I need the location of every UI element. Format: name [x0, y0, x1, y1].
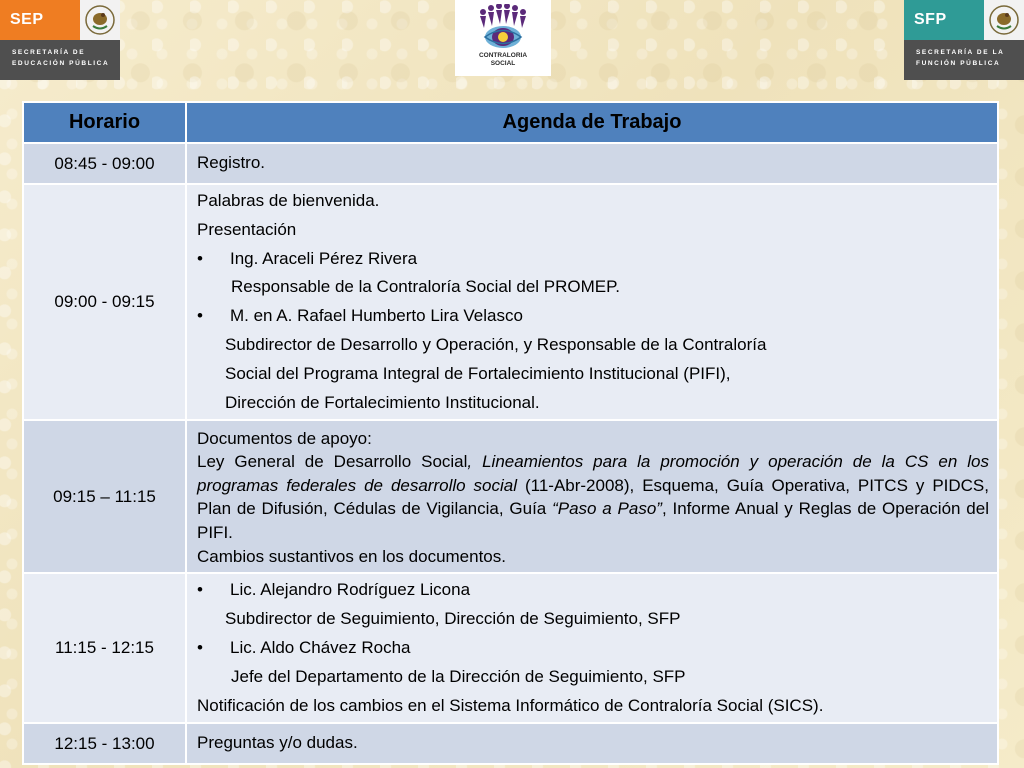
table-row: [23, 143, 998, 184]
time-slot: 12:15 - 13:00: [23, 723, 186, 764]
agenda-text: Subdirector de Desarrollo y Operación, y Responsable de la Contraloría: [225, 334, 767, 354]
contraloria-logo-line1: CONTRALORIA: [478, 52, 528, 59]
bullet-item: • M. en A. Rafael Humberto Lira Velasco: [197, 302, 989, 331]
sfp-logo: [904, 0, 1024, 80]
agenda-text: Palabras de bienvenida.: [197, 191, 380, 210]
agenda-text: Responsable de la Contraloría Social del PROMEP.: [231, 277, 621, 297]
agenda-text: Subdirector de Seguimiento, Dirección de Seguimiento, SFP: [225, 609, 681, 629]
documents-list: [197, 450, 989, 544]
document-name: Ley General de Desarrollo Social: [197, 452, 468, 472]
agenda-item: [186, 184, 998, 420]
contraloria-logo-line2: SOCIAL: [490, 60, 516, 67]
time-slot: 08:45 - 09:00: [23, 143, 186, 184]
table-row: [23, 723, 998, 764]
agenda-text: Preguntas y/o dudas.: [197, 733, 358, 753]
sep-logo-caption: SECRETARÍA DE EDUCACIÓN PÚBLICA: [12, 49, 110, 67]
sep-acronym: SEP: [0, 0, 80, 40]
document-name: (11-Abr-2008), Esquema, Guía Operativa, PITCS y PIDCS, Plan de Difusión, Cédulas de Vigilancia, Guía: [197, 475, 989, 519]
contraloria-social-logo: [455, 0, 551, 76]
header-agenda-de-trabajo: Agenda de Trabajo: [186, 102, 998, 143]
agenda-text: Cambios sustantivos en los documentos.: [197, 546, 506, 566]
agenda-text: Notificación de los cambios en el Sistema Informático de Contraloría Social (SICS).: [197, 695, 824, 715]
agenda-table: [22, 101, 999, 765]
agenda-text: Registro.: [197, 153, 266, 173]
agenda-text: Presentación: [197, 219, 297, 239]
agenda-item: [186, 723, 998, 764]
bullet-item: • Lic. Alejandro Rodríguez Licona: [197, 576, 989, 605]
contraloria-eye-icon: [478, 4, 528, 52]
table-row: [23, 184, 998, 420]
agenda-text: Social del Programa Integral de Fortalecimiento Institucional (PIFI),: [225, 363, 731, 383]
sep-logo: [0, 0, 120, 80]
table-row: [23, 573, 998, 723]
agenda-item: [186, 143, 998, 184]
bullet-item: • Lic. Aldo Chávez Rocha: [197, 634, 989, 663]
document-name: Lineamientos para la promoción y operación de la CS en los programas federales de desarrollo social: [197, 452, 989, 495]
document-name: “Paso a Paso”: [552, 499, 662, 519]
separator: ,: [467, 452, 483, 472]
mexico-coat-of-arms-icon: [988, 4, 1020, 36]
time-slot: 11:15 - 12:15: [23, 573, 186, 723]
bullet-item: • Ing. Araceli Pérez Rivera: [197, 245, 989, 274]
sep-logo-top: [0, 0, 120, 40]
sfp-logo-top: [904, 0, 1024, 40]
sfp-acronym: SFP: [904, 0, 984, 40]
agenda-item: [186, 573, 998, 723]
time-slot: 09:15 – 11:15: [23, 420, 186, 573]
table-row: [23, 420, 998, 573]
header-horario: Horario: [23, 102, 186, 143]
time-slot: 09:00 - 09:15: [23, 184, 186, 420]
agenda-header-row: [23, 102, 998, 143]
sfp-logo-caption: SECRETARÍA DE LA FUNCIÓN PÚBLICA: [916, 49, 1005, 67]
documents-heading: Documentos de apoyo:: [197, 428, 372, 448]
document-name: , Informe Anual y Reglas de Operación del PIFI.: [197, 499, 989, 542]
agenda-item: [186, 420, 998, 573]
agenda-text: Jefe del Departamento de la Dirección de Seguimiento, SFP: [231, 666, 686, 686]
documents-paragraph: [197, 425, 989, 570]
mexico-coat-of-arms-icon: [84, 4, 116, 36]
agenda-text: Dirección de Fortalecimiento Institucional.: [225, 392, 540, 412]
